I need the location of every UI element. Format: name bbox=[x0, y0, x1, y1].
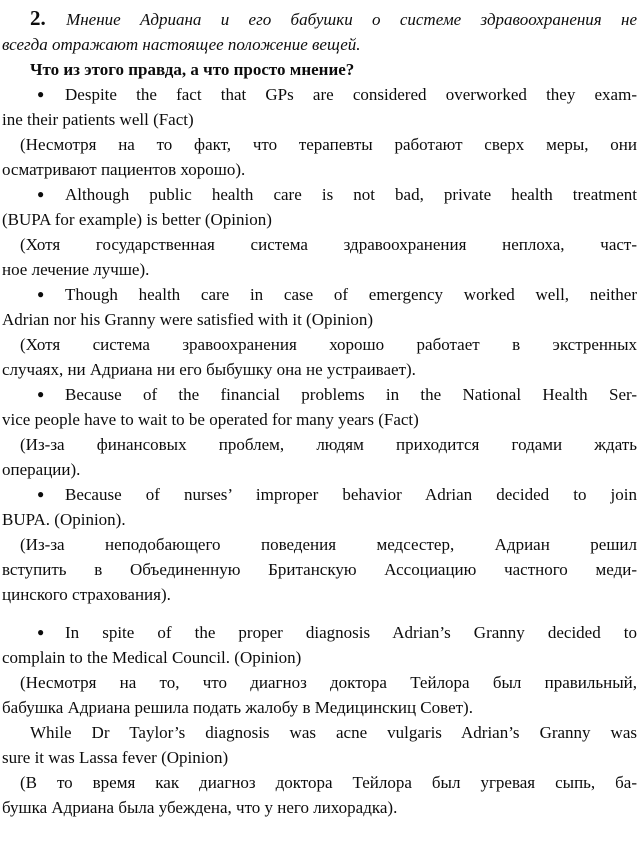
text-line bbox=[2, 720, 637, 745]
text-line bbox=[2, 507, 637, 532]
line-text: Although public health care is not bad, private health treatment bbox=[65, 185, 637, 204]
line-text: Мнение Адриана и его бабушки о системе здравоохранения не bbox=[66, 10, 638, 29]
bullet-icon: ● bbox=[37, 87, 45, 101]
text-line bbox=[2, 582, 637, 607]
bullet-icon: ● bbox=[37, 187, 45, 201]
line-text: vice people have to wait to be operated for many years (Fact) bbox=[2, 410, 419, 429]
exercise-text-block bbox=[2, 6, 637, 820]
line-text: всегда отражают настоящее положение вещей. bbox=[2, 35, 361, 54]
line-text: (Хотя система зравоохранения хорошо работает в экстренных bbox=[20, 335, 637, 354]
line-text: sure it was Lassa fever (Opinion) bbox=[2, 748, 229, 767]
line-text: бабушка Адриана решила подать жалобу в Медицинскиц Совет). bbox=[2, 698, 473, 717]
line-text: операции). bbox=[2, 460, 81, 479]
text-line bbox=[2, 232, 637, 257]
text-line bbox=[2, 670, 637, 695]
line-text: ное лечение лучше). bbox=[2, 260, 150, 279]
bullet-list-line bbox=[2, 282, 637, 307]
bullet-icon: ● bbox=[37, 487, 45, 501]
line-text: бушка Адриана была убеждена, что у него лихорадка). bbox=[2, 798, 398, 817]
line-text: BUPA. (Opinion). bbox=[2, 510, 126, 529]
bullet-list-line bbox=[2, 620, 637, 645]
line-text: ine their patients well (Fact) bbox=[2, 110, 194, 129]
bullet-icon: ● bbox=[37, 625, 45, 639]
line-text: случаях, ни Адриана ни его быбушку она не устраивает). bbox=[2, 360, 416, 379]
line-text: (Несмотря на то, что диагноз доктора Тейлора был правильный, bbox=[20, 673, 637, 692]
line-text: (Из-за неподобающего поведения медсестер, Адриан решил bbox=[20, 535, 637, 554]
text-line bbox=[2, 307, 637, 332]
line-text: (Из-за финансовых проблем, людям приходится годами ждать bbox=[20, 435, 637, 454]
text-line bbox=[2, 6, 637, 32]
bullet-list-line bbox=[2, 182, 637, 207]
line-text: цинского страхования). bbox=[2, 585, 171, 604]
bullet-icon: ● bbox=[37, 287, 45, 301]
text-line bbox=[2, 645, 637, 670]
text-line bbox=[2, 332, 637, 357]
line-text: complain to the Medical Council. (Opinion) bbox=[2, 648, 302, 667]
bullet-icon: ● bbox=[37, 387, 45, 401]
text-line bbox=[2, 557, 637, 582]
text-line bbox=[2, 32, 637, 57]
line-text: вступить в Объединенную Британскую Ассоциацию частного меди- bbox=[2, 560, 637, 579]
text-line bbox=[2, 457, 637, 482]
line-text: (Хотя государственная система здравоохранения неплоха, част- bbox=[20, 235, 637, 254]
text-line bbox=[2, 532, 637, 557]
line-text: Though health care in case of emergency worked well, neither bbox=[65, 285, 637, 304]
bullet-list-line bbox=[2, 382, 637, 407]
text-line bbox=[2, 132, 637, 157]
bullet-list-line bbox=[2, 482, 637, 507]
text-line bbox=[2, 432, 637, 457]
exercise-number: 2. bbox=[30, 6, 67, 30]
line-text: осматривают пациентов хорошо). bbox=[2, 160, 246, 179]
text-line bbox=[2, 745, 637, 770]
text-line bbox=[2, 695, 637, 720]
text-line bbox=[2, 770, 637, 795]
bullet-list-line bbox=[2, 82, 637, 107]
line-text: (BUPA for example) is better (Opinion) bbox=[2, 210, 272, 229]
text-line bbox=[2, 257, 637, 282]
text-line bbox=[2, 357, 637, 382]
text-line bbox=[2, 157, 637, 182]
text-line bbox=[2, 407, 637, 432]
line-text: While Dr Taylor’s diagnosis was acne vulgaris Adrian’s Granny was bbox=[30, 723, 637, 742]
line-text: Because of nurses’ improper behavior Adrian decided to join bbox=[65, 485, 637, 504]
text-line bbox=[2, 107, 637, 132]
line-text: Despite the fact that GPs are considered overworked they exam- bbox=[65, 85, 637, 104]
line-text: Adrian nor his Granny were satisfied with it (Opinion) bbox=[2, 310, 374, 329]
line-text: In spite of the proper diagnosis Adrian’s Granny decided to bbox=[65, 623, 637, 642]
text-line bbox=[2, 207, 637, 232]
line-text: Что из этого правда, а что просто мнение? bbox=[30, 60, 355, 79]
line-text: (Несмотря на то факт, что терапевты работают сверх меры, они bbox=[20, 135, 637, 154]
line-text: Because of the financial problems in the National Health Ser- bbox=[65, 385, 637, 404]
text-line bbox=[2, 795, 637, 820]
line-text: (В то время как диагноз доктора Тейлора был угревая сыпь, ба- bbox=[20, 773, 637, 792]
text-line bbox=[2, 57, 637, 82]
